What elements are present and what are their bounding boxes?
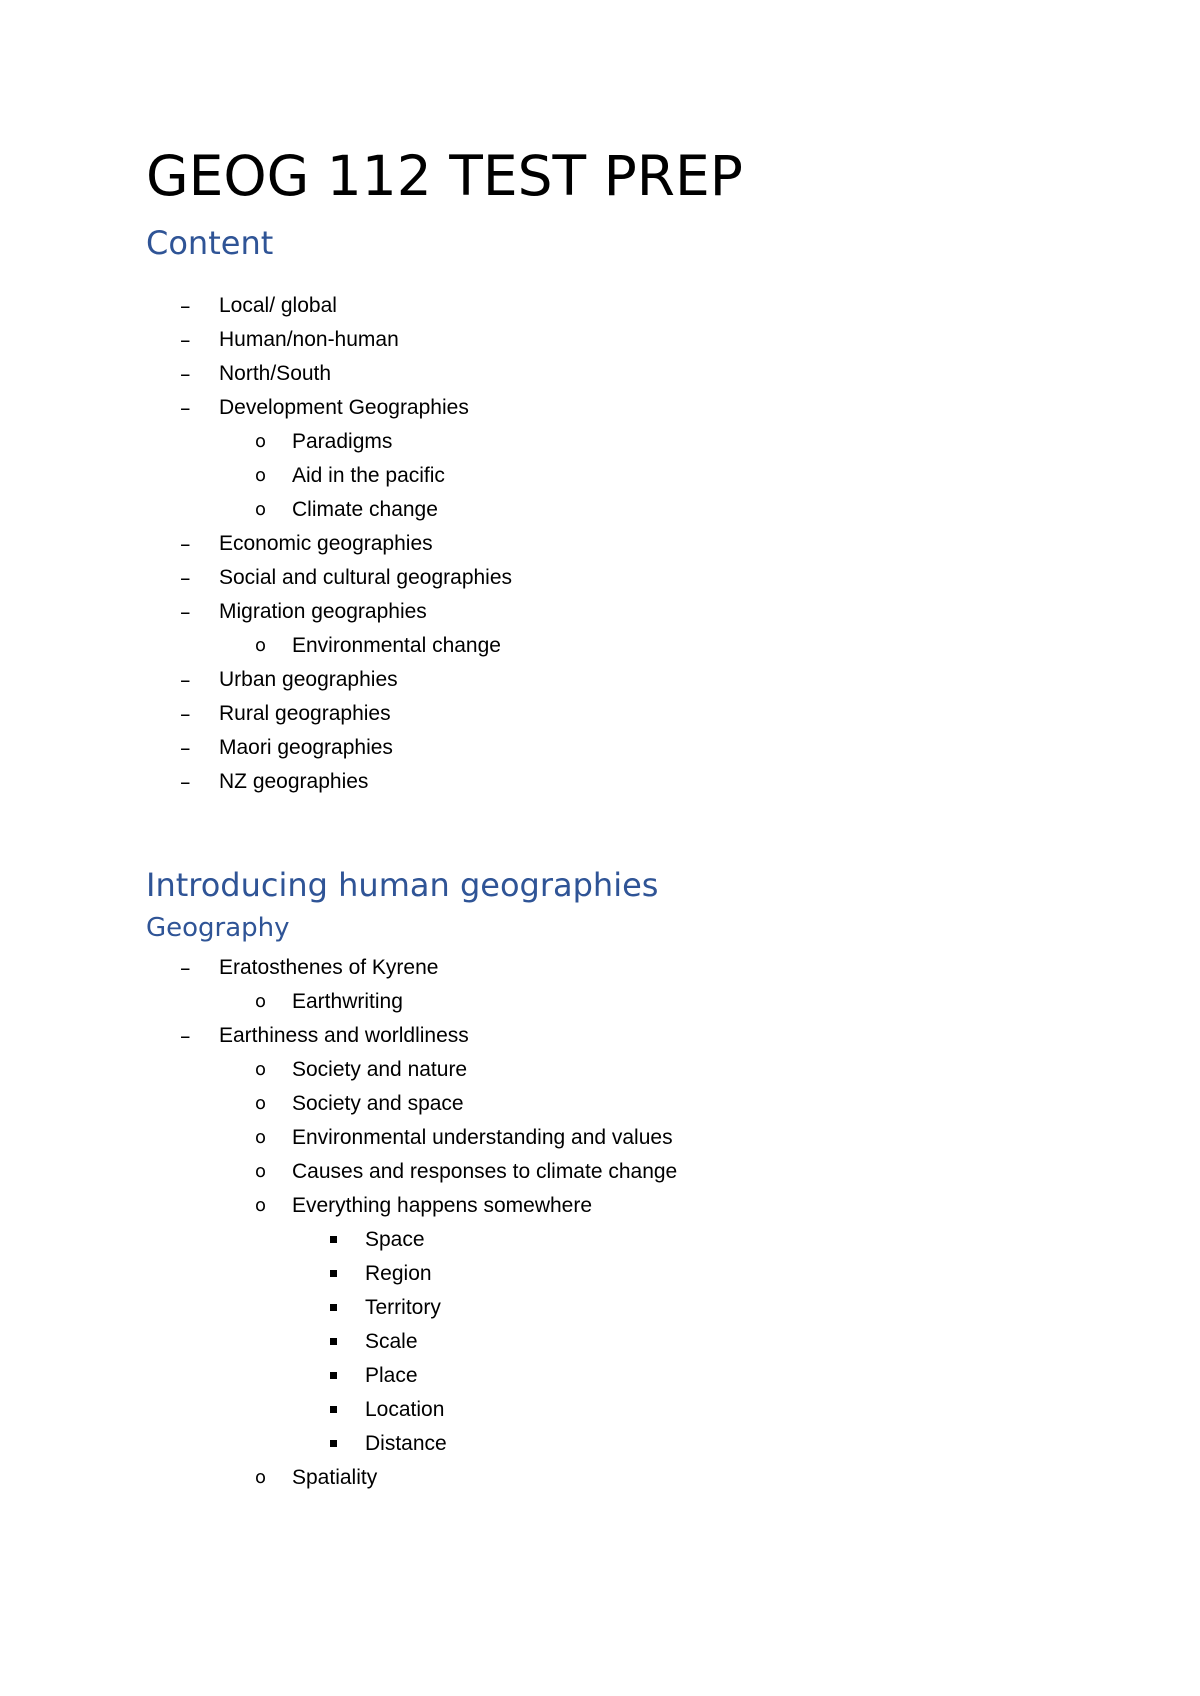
list-item: o Paradigms <box>0 425 1200 459</box>
list-item: Region <box>0 1257 1200 1291</box>
circle-bullet: o <box>255 1127 267 1148</box>
circle-bullet: o <box>255 1093 267 1114</box>
list-item: o Society and nature <box>0 1053 1200 1087</box>
square-bullet-icon <box>330 1406 337 1413</box>
list-item: – Urban geographies <box>0 663 1200 697</box>
circle-bullet: o <box>255 1195 267 1216</box>
content-list <box>0 289 1200 799</box>
content-heading: Content <box>146 224 274 262</box>
circle-bullet: o <box>255 431 267 452</box>
intro-heading: Introducing human geographies <box>146 866 659 904</box>
circle-bullet: o <box>255 991 267 1012</box>
list-item: Territory <box>0 1291 1200 1325</box>
list-item: – Human/non-human <box>0 323 1200 357</box>
circle-bullet: o <box>255 635 267 656</box>
geography-list <box>0 951 1200 1495</box>
square-bullet-icon <box>330 1372 337 1379</box>
square-bullet-icon <box>330 1338 337 1345</box>
list-item: – Earthiness and worldliness <box>0 1019 1200 1053</box>
circle-bullet: o <box>255 1059 267 1080</box>
square-bullet-icon <box>330 1270 337 1277</box>
list-item: o Environmental understanding and values <box>0 1121 1200 1155</box>
list-item: Distance <box>0 1427 1200 1461</box>
circle-bullet: o <box>255 499 267 520</box>
list-item: o Causes and responses to climate change <box>0 1155 1200 1189</box>
list-item: – Development Geographies <box>0 391 1200 425</box>
dash-bullet: – <box>180 702 191 726</box>
list-item: o Aid in the pacific <box>0 459 1200 493</box>
list-item: – Local/ global <box>0 289 1200 323</box>
list-item: o Society and space <box>0 1087 1200 1121</box>
list-item: – Maori geographies <box>0 731 1200 765</box>
list-item: Location <box>0 1393 1200 1427</box>
list-item: – Eratosthenes of Kyrene <box>0 951 1200 985</box>
dash-bullet: – <box>180 1024 191 1048</box>
circle-bullet: o <box>255 465 267 486</box>
list-item: Scale <box>0 1325 1200 1359</box>
circle-bullet: o <box>255 1161 267 1182</box>
dash-bullet: – <box>180 328 191 352</box>
dash-bullet: – <box>180 532 191 556</box>
circle-bullet: o <box>255 1467 267 1488</box>
geography-subheading: Geography <box>146 913 290 943</box>
list-item: – Rural geographies <box>0 697 1200 731</box>
square-bullet-icon <box>330 1440 337 1447</box>
square-bullet-icon <box>330 1236 337 1243</box>
dash-bullet: – <box>180 770 191 794</box>
square-bullet-icon <box>330 1304 337 1311</box>
list-item: o Climate change <box>0 493 1200 527</box>
list-item: – Social and cultural geographies <box>0 561 1200 595</box>
list-item: – North/South <box>0 357 1200 391</box>
dash-bullet: – <box>180 566 191 590</box>
list-item: Space <box>0 1223 1200 1257</box>
dash-bullet: – <box>180 396 191 420</box>
dash-bullet: – <box>180 294 191 318</box>
list-item: Place <box>0 1359 1200 1393</box>
dash-bullet: – <box>180 956 191 980</box>
list-item: o Environmental change <box>0 629 1200 663</box>
list-item: – NZ geographies <box>0 765 1200 799</box>
dash-bullet: – <box>180 736 191 760</box>
dash-bullet: – <box>180 668 191 692</box>
dash-bullet: – <box>180 600 191 624</box>
list-item: – Migration geographies <box>0 595 1200 629</box>
document-title: GEOG 112 TEST PREP <box>146 144 743 208</box>
list-item: o Spatiality <box>0 1461 1200 1495</box>
list-item: o Everything happens somewhere <box>0 1189 1200 1223</box>
dash-bullet: – <box>180 362 191 386</box>
list-item: o Earthwriting <box>0 985 1200 1019</box>
list-item: – Economic geographies <box>0 527 1200 561</box>
